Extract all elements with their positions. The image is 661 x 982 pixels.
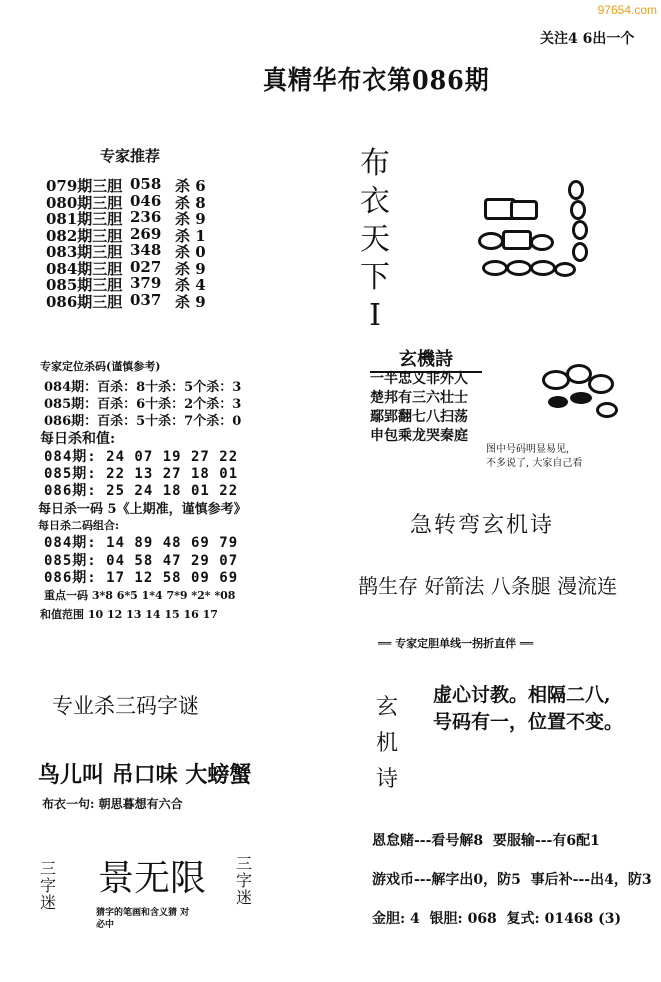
bottom-line: 恩怠赌---看号解8 要服输---有6配1 bbox=[372, 833, 600, 849]
riddle-title: 专业杀三码字谜 bbox=[52, 694, 199, 718]
watermark: 97654.com bbox=[597, 3, 657, 17]
expert-line-row bbox=[378, 635, 533, 651]
page-title: 真精华布衣第086期 bbox=[263, 66, 490, 96]
xuan-vertical-char: 玄 bbox=[375, 695, 398, 720]
jizhuan-line: 鹊生存 好箭法 八条腿 漫流连 bbox=[358, 574, 618, 598]
expert-row-nums: 058 bbox=[130, 175, 162, 193]
expert-row-kill: 杀 9 bbox=[175, 259, 206, 278]
poem-line: 楚邦有三六壮士 bbox=[370, 390, 468, 406]
buyi-vertical-char: I bbox=[369, 298, 381, 333]
daily-sum-row: 086期: 25 24 18 01 22 bbox=[44, 483, 239, 499]
expert-row-issue: 084期三胆 bbox=[46, 259, 123, 278]
jing-wu-xian: 景无限 bbox=[98, 858, 207, 899]
expert-row-issue: 079期三胆 bbox=[46, 177, 123, 195]
poem-line: 鄢郢翻七八扫荡 bbox=[370, 409, 468, 425]
expert-row-nums: 037 bbox=[130, 290, 162, 309]
expert-row-nums: 027 bbox=[130, 257, 162, 276]
expert-row-issue: 081期三胆 bbox=[46, 210, 123, 228]
buyi-vertical-char: 下 bbox=[360, 260, 390, 295]
daily-two-header: 每日杀二码组合: bbox=[38, 519, 120, 532]
expert-row-issue: 085期三胆 bbox=[46, 276, 123, 294]
position-kill-row: 085期：百杀：6十杀：2个杀：3 bbox=[44, 397, 242, 412]
expert-row-issue: 086期三胆 bbox=[46, 292, 123, 311]
daily-two-row: 085期: 04 58 47 29 07 bbox=[44, 553, 239, 569]
daily-one-kill: 每日杀一码 5《上期准，谨慎参考》 bbox=[38, 502, 247, 517]
xuan-line: 虚心讨教。相隔二八, bbox=[433, 684, 611, 706]
daily-sum-row: 084期: 24 07 19 27 22 bbox=[44, 449, 239, 465]
bottom-line: 游戏币---解字出0，防5 事后补---出4，防3 bbox=[372, 872, 652, 888]
follow-text: 关注4 6出一个 bbox=[540, 31, 635, 47]
expert-row-kill: 杀 9 bbox=[175, 210, 206, 228]
expert-row-kill: 杀 1 bbox=[175, 226, 206, 245]
three-char-riddle-left: 三字迷 bbox=[40, 859, 57, 912]
bottom-line: 金胆: 4 银胆: 068 复式: 01468 (3) bbox=[372, 911, 622, 927]
jizhuan-title: 急转弯玄机诗 bbox=[410, 513, 555, 538]
poem-line: 一半忠义非外人 bbox=[370, 371, 468, 387]
xuan-ji-shi-vertical bbox=[374, 690, 400, 798]
position-kill-row: 086期：百杀：5十杀：7个杀：0 bbox=[44, 414, 242, 429]
expert-row-kill: 杀 4 bbox=[175, 276, 206, 294]
poem-title: 玄機詩 bbox=[370, 345, 482, 373]
expert-row-kill: 杀 8 bbox=[175, 193, 206, 212]
expert-row-nums: 348 bbox=[130, 241, 162, 259]
three-char-riddle-right: 三字迷 bbox=[236, 854, 253, 907]
buyi-vertical-char: 布 bbox=[360, 146, 390, 181]
daily-sum-row: 085期: 22 13 27 18 01 bbox=[44, 466, 239, 482]
daily-two-row: 086期: 17 12 58 09 69 bbox=[44, 570, 239, 586]
rule-left: ══ bbox=[378, 637, 396, 650]
rule-right: ══ bbox=[516, 637, 534, 650]
daily-two-row: 084期: 14 89 48 69 79 bbox=[44, 535, 239, 551]
poem-line: 申包乘龙哭秦庭 bbox=[370, 428, 468, 444]
pictogram-image-2 bbox=[530, 360, 630, 430]
expert-row-kill: 杀 0 bbox=[175, 243, 206, 261]
expert-row-kill: 杀 6 bbox=[175, 177, 206, 195]
buyi-one-line: 布衣一句: 朝思暮想有六合 bbox=[42, 797, 183, 811]
position-kill-header: 专家定位杀码(谨慎参考) bbox=[40, 360, 161, 373]
expert-row-issue: 080期三胆 bbox=[46, 193, 123, 212]
expert-row-nums: 046 bbox=[130, 191, 162, 210]
buyi-tianxia-vertical bbox=[355, 145, 395, 335]
xuan-vertical-char: 诗 bbox=[375, 767, 398, 792]
expert-row-kill: 杀 9 bbox=[175, 292, 206, 311]
picture-note-1: 图中号码明显易见, bbox=[486, 444, 570, 455]
daily-sum-header: 每日杀和值: bbox=[40, 431, 116, 447]
focus-code: 重点一码 3*8 6*5 1*4 7*9 *2* *08 bbox=[44, 589, 236, 602]
expert-row-nums: 269 bbox=[130, 224, 162, 243]
buyi-vertical-char: 衣 bbox=[360, 184, 390, 219]
pictogram-image-1 bbox=[460, 170, 630, 290]
xuan-line: 号码有一，位置不变。 bbox=[433, 711, 624, 733]
buyi-vertical-char: 天 bbox=[360, 222, 390, 257]
expert-row-nums: 236 bbox=[130, 208, 162, 226]
riddle-words: 鸟儿叫 吊口味 大螃蟹 bbox=[38, 762, 252, 788]
picture-note-2: 不多说了, 大家自己看 bbox=[486, 458, 583, 469]
position-kill-row: 084期：百杀：8十杀：5个杀：3 bbox=[44, 380, 242, 395]
expert-row-issue: 082期三胆 bbox=[46, 226, 123, 245]
expert-row-nums: 379 bbox=[130, 274, 162, 292]
expert-line: 专家定胆单线一拐折直伴 bbox=[395, 637, 517, 650]
jing-note: 猜字的笔画和含义猜 对必中 bbox=[96, 908, 190, 930]
expert-header: 专家推荐 bbox=[100, 147, 161, 165]
sum-range: 和值范围 10 12 13 14 15 16 17 bbox=[40, 608, 218, 621]
xuan-vertical-char: 机 bbox=[375, 731, 398, 756]
expert-row-issue: 083期三胆 bbox=[46, 243, 123, 261]
